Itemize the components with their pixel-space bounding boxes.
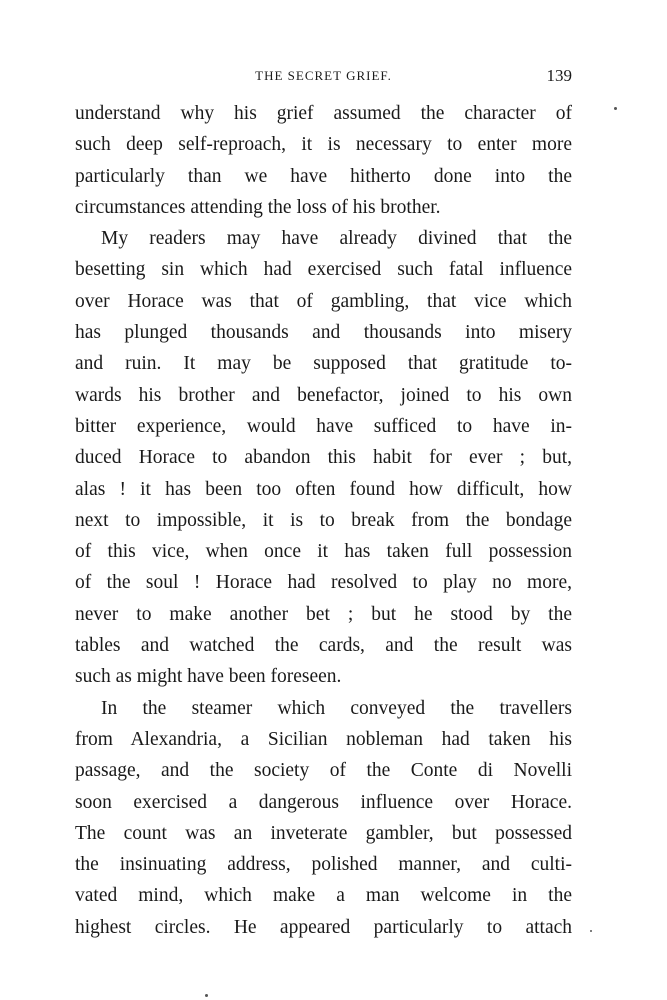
- text-line: next to impossible, it is to break from the bondage: [75, 509, 572, 531]
- text-line: bitter experience, would have sufficed to have in-: [75, 415, 572, 437]
- scan-speck: [590, 930, 592, 932]
- running-title: THE SECRET GRIEF.: [255, 68, 392, 83]
- text-line: has plunged thousands and thousands into misery: [75, 322, 572, 344]
- text-line: wards his brother and benefactor, joined to his own: [75, 384, 572, 406]
- text-line: never to make another bet ; but he stood by the: [75, 603, 572, 625]
- text-line: over Horace was that of gambling, that vice which: [75, 290, 572, 312]
- text-line: alas ! it has been too often found how difficult, how: [75, 478, 572, 500]
- text-line: such as might have been foreseen.: [75, 666, 342, 688]
- text-line: highest circles. He appeared particularly to attach: [75, 916, 572, 938]
- text-line: of the soul ! Horace had resolved to play no more,: [75, 572, 572, 594]
- body-text: [75, 98, 572, 943]
- text-line: soon exercised a dangerous influence over Horace.: [75, 791, 572, 813]
- text-line: the insinuating address, polished manner, and culti-: [75, 854, 572, 876]
- text-line: of this vice, when once it has taken full possession: [75, 541, 572, 563]
- text-line: such deep self-reproach, it is necessary to enter more: [75, 134, 572, 156]
- text-line: duced Horace to abandon this habit for ever ; but,: [75, 447, 572, 469]
- text-line: The count was an inveterate gambler, but possessed: [75, 822, 572, 844]
- text-line: besetting sin which had exercised such fatal influence: [75, 259, 572, 281]
- scan-speck: [614, 107, 617, 110]
- running-head: [75, 66, 572, 86]
- text-line: understand why his grief assumed the character of: [75, 103, 572, 124]
- text-line: vated mind, which make a man welcome in the: [75, 885, 572, 907]
- page-number: 139: [546, 66, 572, 85]
- text-line: passage, and the society of the Conte di Novelli: [75, 760, 572, 782]
- text-line: tables and watched the cards, and the result was: [75, 635, 572, 657]
- text-line: and ruin. It may be supposed that gratitude to-: [75, 353, 572, 375]
- text-line: circumstances attending the loss of his brother.: [75, 196, 441, 218]
- text-line: My readers may have already divined that the: [101, 228, 572, 250]
- scan-speck: [205, 994, 208, 997]
- text-line: from Alexandria, a Sicilian nobleman had taken his: [75, 728, 572, 750]
- text-line: particularly than we have hitherto done into the: [75, 165, 572, 187]
- text-line: In the steamer which conveyed the travellers: [101, 697, 572, 719]
